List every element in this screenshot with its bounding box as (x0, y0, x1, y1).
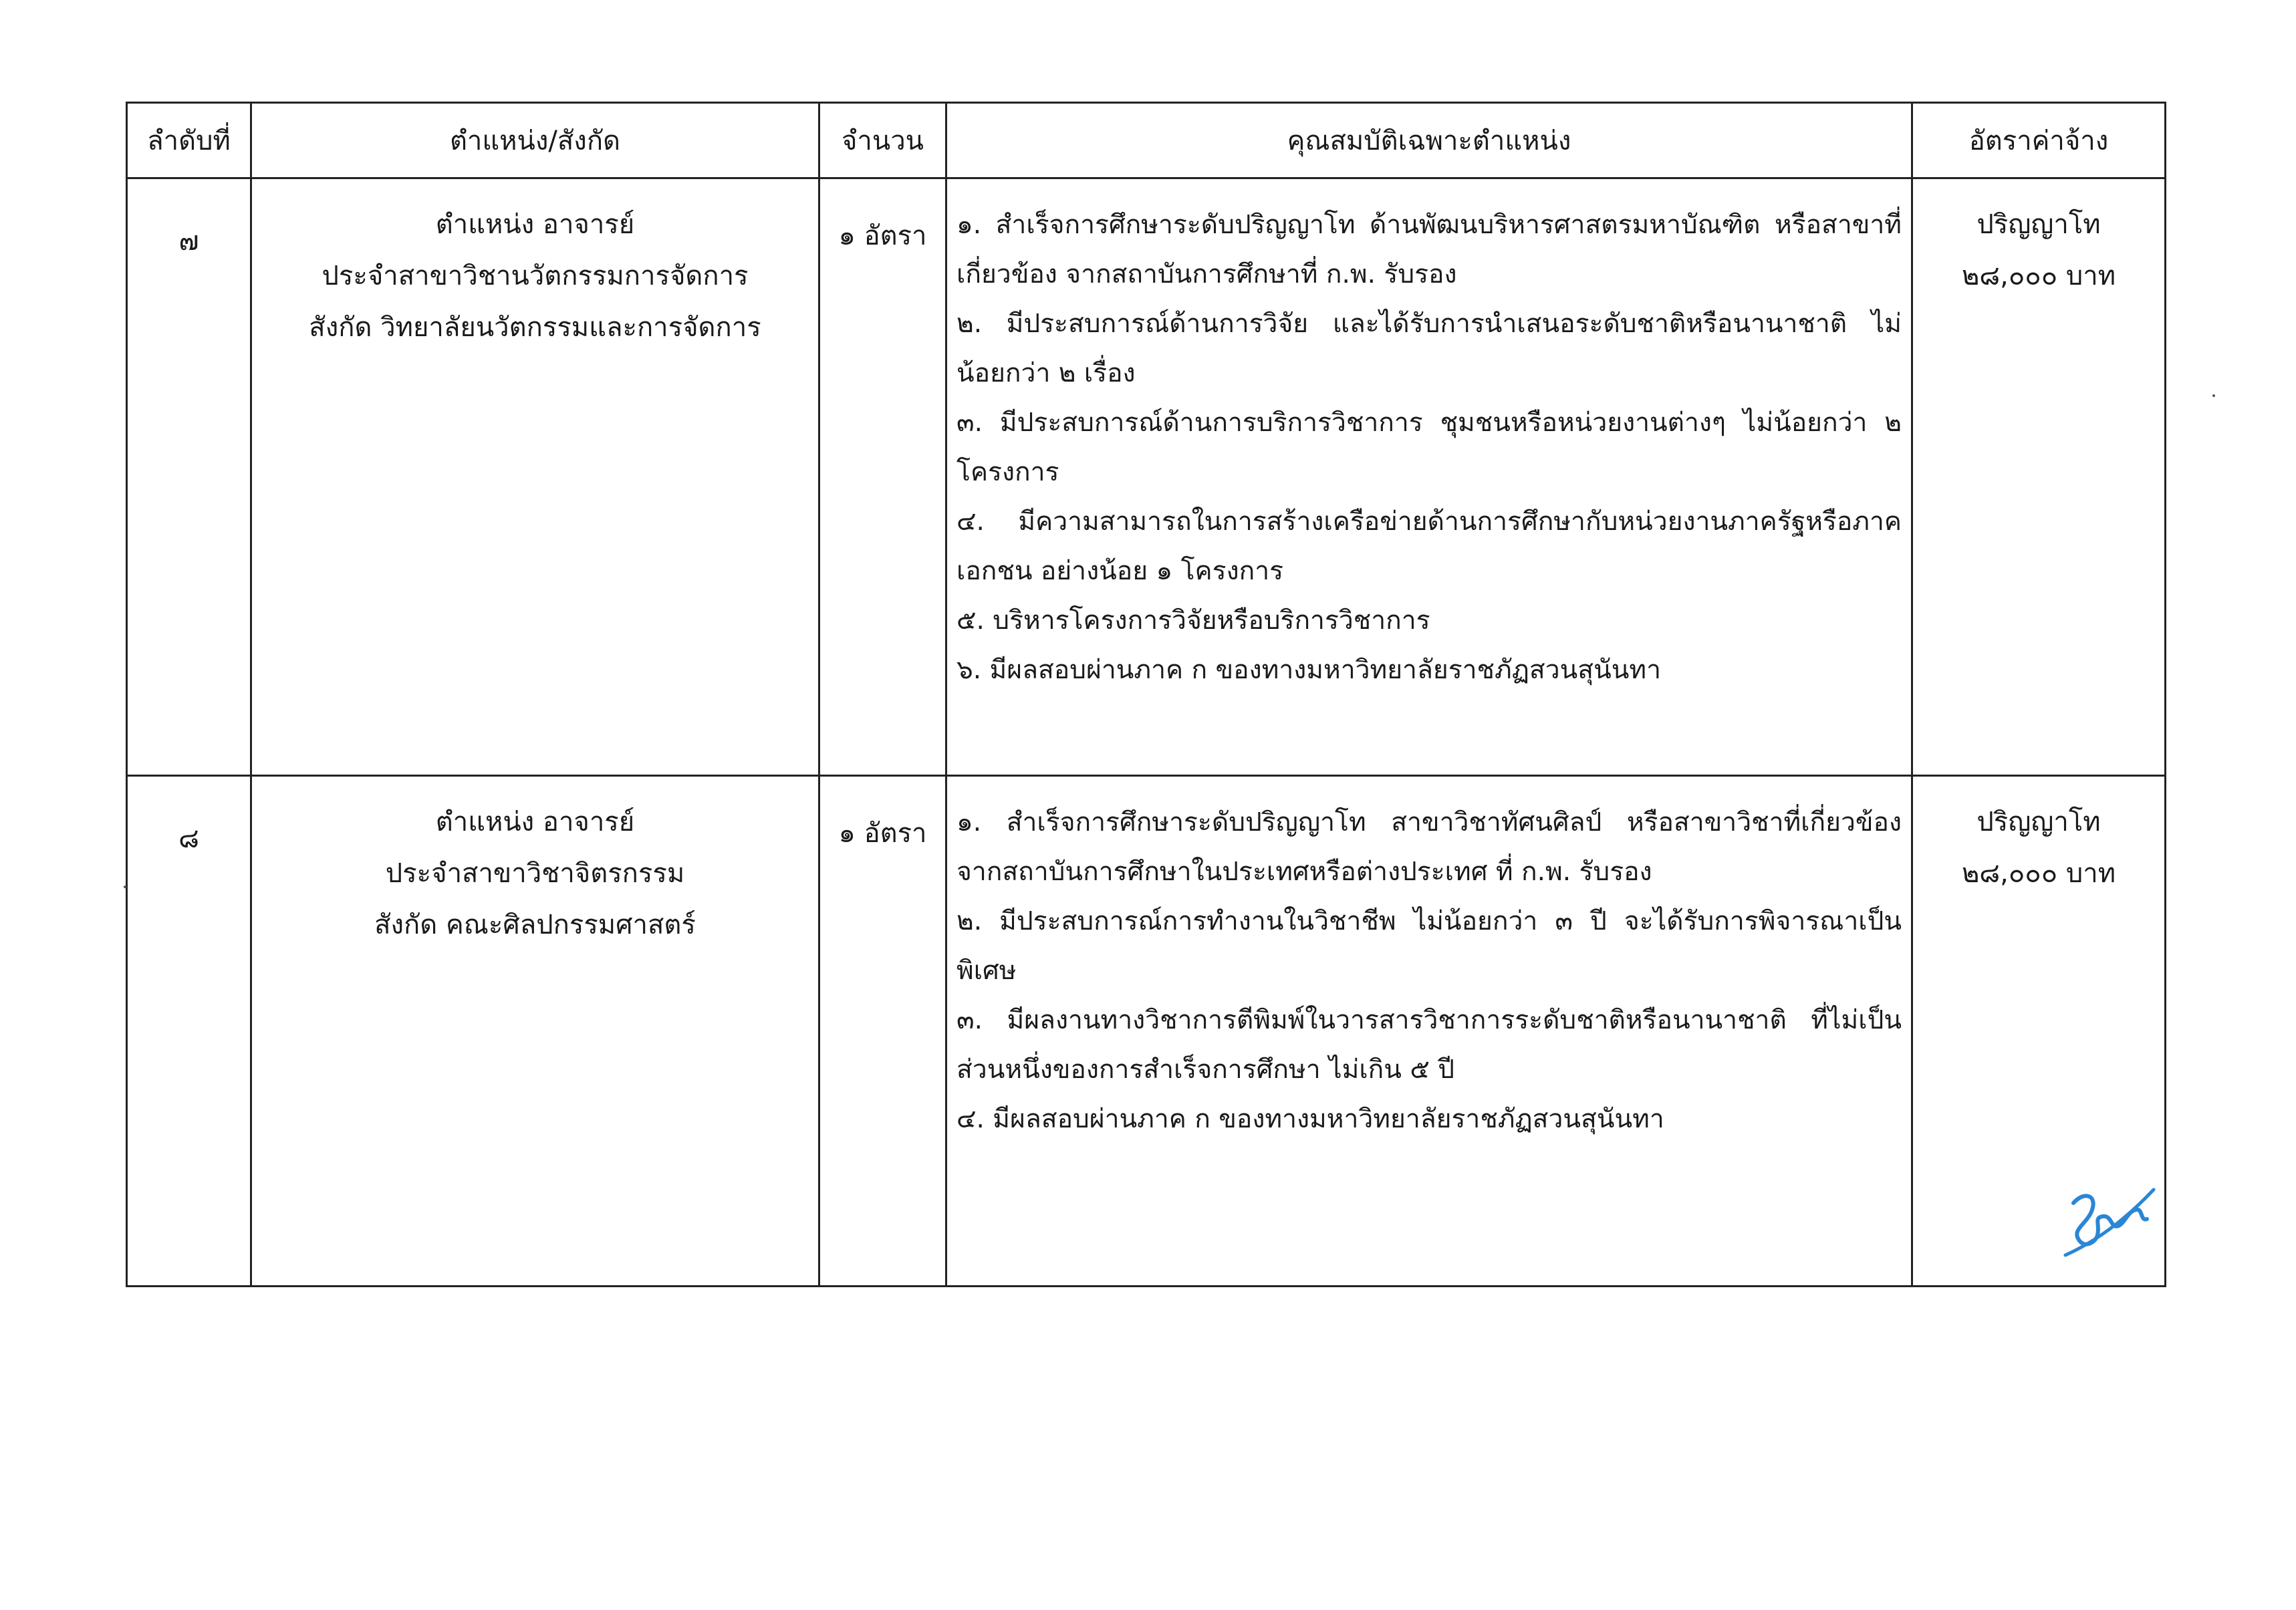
position-count: ๑ อัตรา (819, 178, 946, 776)
signature-icon (2059, 1176, 2159, 1263)
position-cell (251, 776, 819, 1287)
header-rate: อัตราค่าจ้าง (1912, 103, 2166, 178)
qualification-item: ๕. บริหารโครงการวิจัยหรือบริการวิชาการ (956, 606, 1430, 636)
qualification-item: ๑. สำเร็จการศึกษาระดับปริญญาโท สาขาวิชาทัศนศิลป์ หรือสาขาวิชาที่เกี่ยวข้อง จากสถาบันการศึกษาในประเทศหรือต่างประเทศ ที่ ก.พ. รับรอง (956, 807, 1902, 887)
qualification-item: ๒. มีประสบการณ์ด้านการวิจัย และได้รับการนำเสนอระดับชาติหรือนานาชาติ ไม่น้อยกว่า ๒ เรื่อง (956, 309, 1902, 388)
position-title: ตำแหน่ง อาจารย์ (435, 209, 635, 240)
header-position: ตำแหน่ง/สังกัด (251, 103, 819, 178)
qualification-item: ๔. มีความสามารถในการสร้างเครือข่ายด้านการศึกษากับหน่วยงานภาครัฐหรือภาคเอกชน อย่างน้อย ๑ โครงการ (956, 507, 1902, 586)
qualification-item: ๑. สำเร็จการศึกษาระดับปริญญาโท ด้านพัฒนบริหารศาสตรมหาบัณฑิต หรือสาขาที่เกี่ยวข้อง จากสถาบันการศึกษาที่ ก.พ. รับรอง (956, 210, 1902, 289)
table-row (127, 178, 2166, 776)
qualification-item: ๓. มีประสบการณ์ด้านการบริการวิชาการ ชุมชนหรือหน่วยงานต่างๆ ไม่น้อยกว่า ๒ โครงการ (956, 408, 1902, 487)
scan-speck (124, 886, 126, 888)
position-count: ๑ อัตรา (819, 776, 946, 1287)
position-program: ประจำสาขาวิชาจิตรกรรม (385, 858, 685, 889)
position-affiliation: สังกัด วิทยาลัยนวัตกรรมและการจัดการ (309, 312, 761, 343)
table-row (127, 776, 2166, 1287)
qualification-item: ๖. มีผลสอบผ่านภาค ก ของทางมหาวิทยาลัยราชภัฏสวนสุนันทา (956, 655, 1662, 685)
table-header-row (127, 103, 2166, 178)
row-number: ๘ (127, 776, 251, 1287)
header-qualifications: คุณสมบัติเฉพาะตำแหน่ง (946, 103, 1912, 178)
header-no: ลำดับที่ (127, 103, 251, 178)
row-number: ๗ (127, 178, 251, 776)
position-affiliation: สังกัด คณะศิลปกรรมศาสตร์ (374, 910, 696, 940)
header-count: จำนวน (819, 103, 946, 178)
qualification-item: ๓. มีผลงานทางวิชาการตีพิมพ์ในวารสารวิชาการระดับชาติหรือนานาชาติ ที่ไม่เป็นส่วนหนึ่งของการสำเร็จการศึกษา ไม่เกิน ๕ ปี (956, 1005, 1902, 1085)
position-cell (251, 178, 819, 776)
rate-amount: ๒๘,๐๐๐ บาท (1961, 261, 2116, 291)
rate-cell (1912, 178, 2166, 776)
qualifications-cell (946, 178, 1912, 776)
position-title: ตำแหน่ง อาจารย์ (435, 807, 635, 837)
qualification-item: ๒. มีประสบการณ์การทำงานในวิชาชีพ ไม่น้อยกว่า ๓ ปี จะได้รับการพิจารณาเป็นพิเศษ (956, 906, 1902, 986)
rate-amount: ๒๘,๐๐๐ บาท (1961, 858, 2116, 889)
qualifications-table (126, 102, 2166, 1287)
qualifications-cell (946, 776, 1912, 1287)
rate-degree: ปริญญาโท (1976, 209, 2101, 240)
position-program: ประจำสาขาวิชานวัตกรรมการจัดการ (322, 261, 749, 291)
scan-speck (2212, 394, 2215, 397)
qualification-item: ๔. มีผลสอบผ่านภาค ก ของทางมหาวิทยาลัยราชภัฏสวนสุนันทา (956, 1104, 1664, 1134)
rate-degree: ปริญญาโท (1976, 807, 2101, 837)
